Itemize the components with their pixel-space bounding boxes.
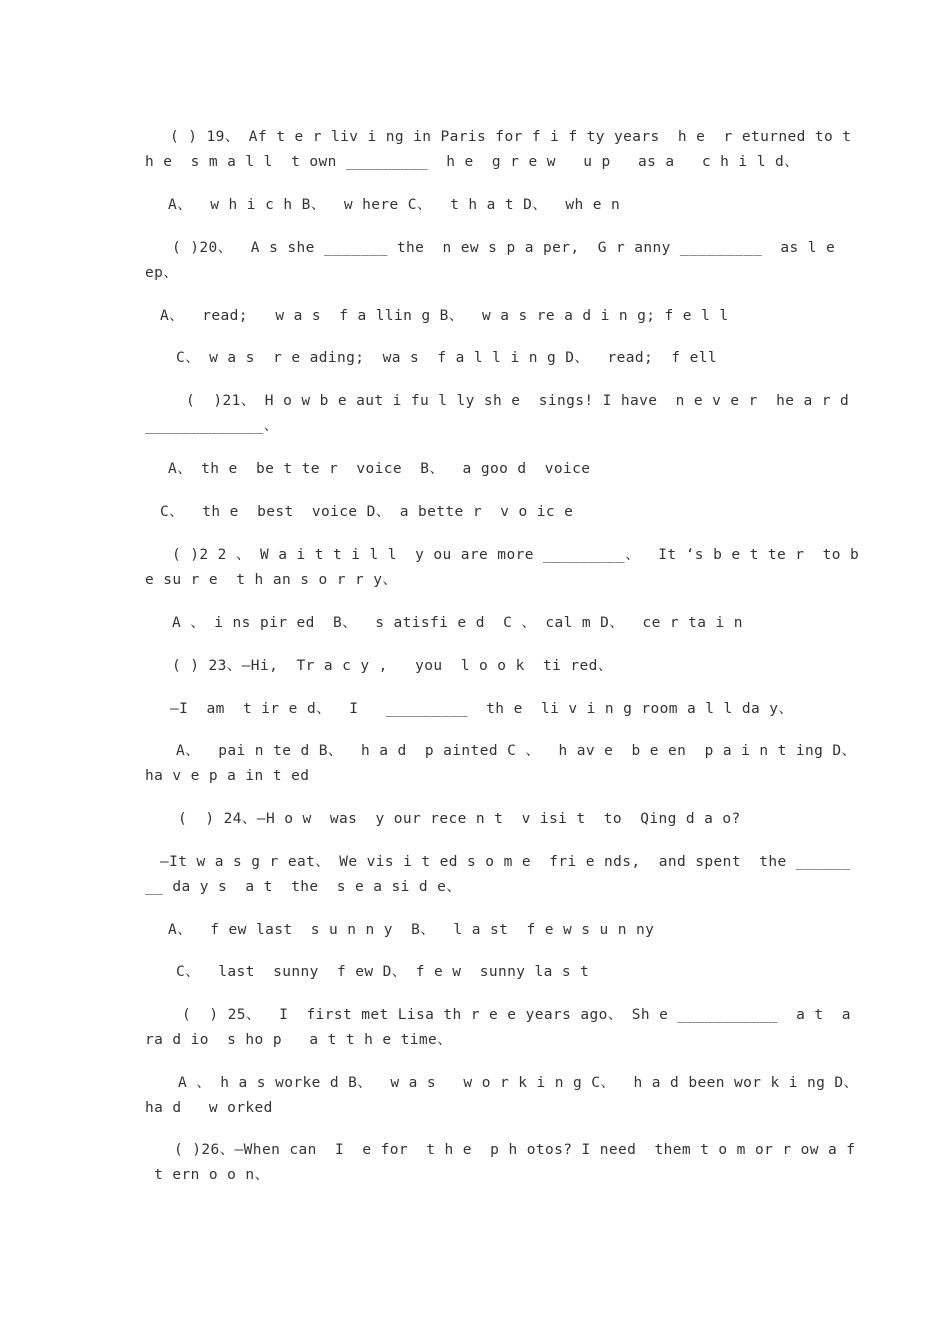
q22-options: A 、 i ns pir ed B、 s atisfi e d C 、 cal m D、 ce r ta i n [172, 615, 743, 631]
q21-options-line-1: A、 th e be t te r voice B、 a goo d voice [168, 461, 591, 477]
q25-stem-line-1: ( ) 25、 I first met Lisa th r e e years ago、 Sh e ___________ a t a [182, 1007, 851, 1023]
q25-options-line-2: ha d w orked [145, 1100, 273, 1116]
q25-options-line-1: A 、 h a s worke d B、 w a s w o r k i n g C、 h a d been wor k i ng D、 [178, 1075, 859, 1091]
q26-stem-line-2: t ern o o n、 [145, 1167, 270, 1183]
q24-stem-line-2: —It w a s g r eat、 We vis i t ed s o m e fri e nds, and spent the ______ [160, 854, 851, 870]
q25-stem-line-2: ra d io s ho p a t t h e time、 [145, 1032, 453, 1048]
q20-options-line-2: C、 w a s r e ading; wa s f a l l i n g D、 read; f ell [176, 350, 718, 366]
q24-options-line-2: C、 last sunny f ew D、 f e w sunny la s t [176, 964, 590, 980]
q23-stem-line-2: —I am t ir e d、 I _________ th e li v i n g room a l l da y、 [170, 701, 794, 717]
q20-stem-line-2: ep、 [145, 265, 179, 281]
q21-stem-line-1: ( )21、 H o w b e aut i fu l ly sh e sings! I have n e v e r he a r d [186, 393, 850, 409]
q21-options-line-2: C、 th e best voice D、 a bette r v o ic e [160, 504, 574, 520]
q24-stem-line-1: ( ) 24、—H o w was y our rece n t v isi t to Qing d a o? [178, 811, 741, 827]
q23-stem-line-1: ( ) 23、—Hi, Tr a c y , you l o o k ti red、 [172, 658, 613, 674]
q26-stem-line-1: ( )26、—When can I e for t h e p h otos? I need them t o m or r ow a f [174, 1142, 856, 1158]
q19-options: A、 w h i c h B、 w here C、 t h a t D、 wh e n [168, 197, 621, 213]
q23-options-line-1: A、 pai n te d B、 h a d p ainted C 、 h av e b e en p a i n t ing D、 [176, 743, 857, 759]
q20-options-line-1: A、 read; w a s f a llin g B、 w a s re a d i n g; f e l l [160, 308, 729, 324]
q19-stem-line-2: h e s m a l l t own _________ h e g r e w u p as a c h i l d、 [145, 154, 799, 170]
q24-options-line-1: A、 f ew last s u n n y B、 l a st f e w s u n ny [168, 922, 655, 938]
q21-stem-line-2: _____________、 [145, 418, 279, 434]
q24-stem-line-3: __ da y s a t the s e a si d e、 [145, 879, 462, 895]
q19-stem-line-1: ( ) 19、 Af t e r liv i ng in Paris for f i f ty years h e r eturned to t [170, 129, 852, 145]
q22-stem-line-1: ( )2 2 、 W a i t t i l l y ou are more _________、 It ‘s b e t te r to b [172, 547, 860, 563]
q22-stem-line-2: e su r e t h an s o r r y、 [145, 572, 398, 588]
q23-options-line-2: ha v e p a in t ed [145, 768, 310, 784]
q20-stem-line-1: ( )20、 A s she _______ the n ew s p a per, G r anny _________ as l e [172, 240, 836, 256]
